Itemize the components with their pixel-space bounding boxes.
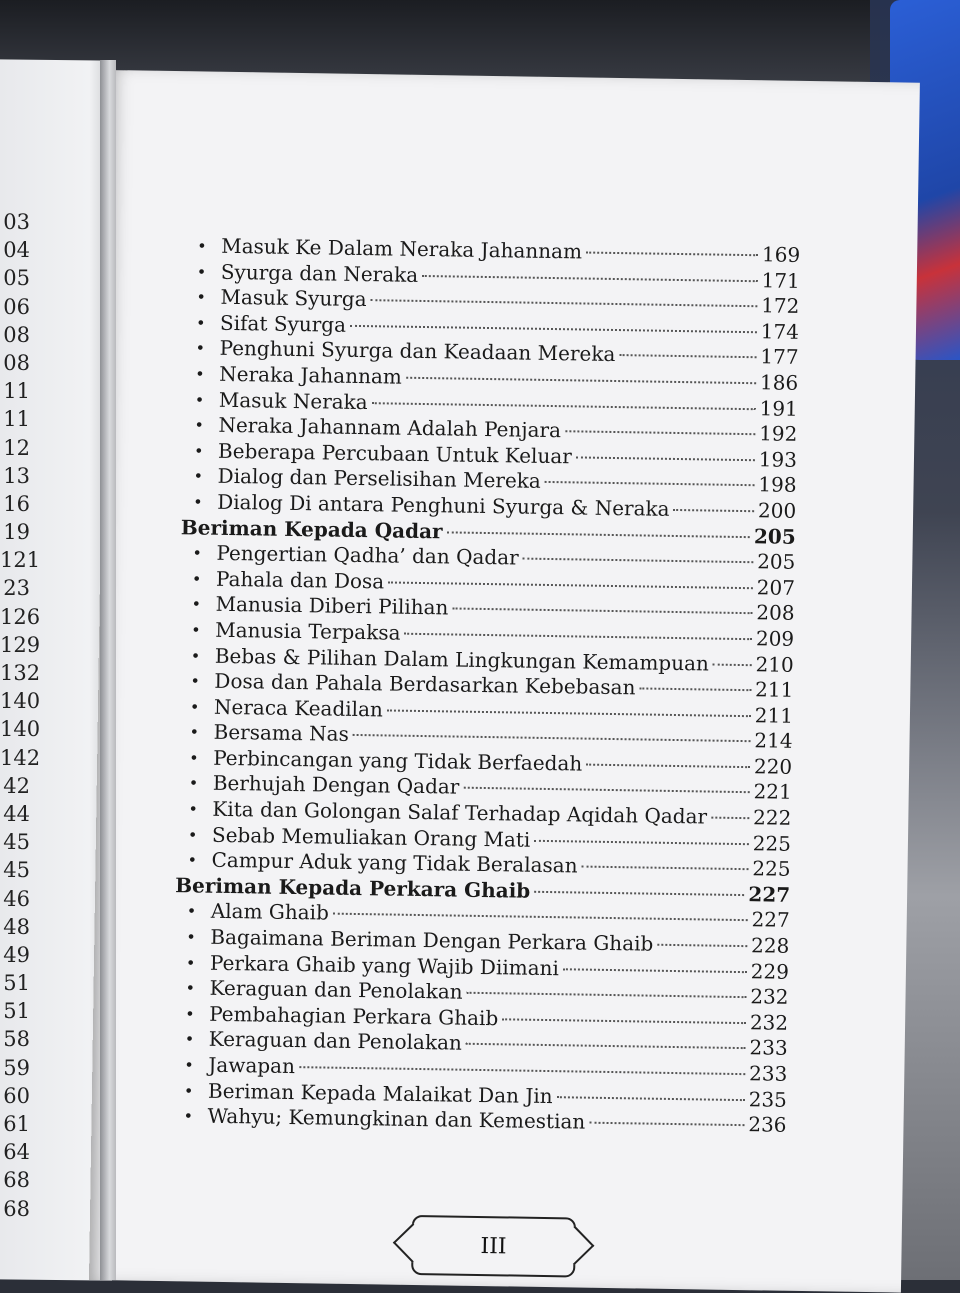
left-page-number: 13 — [3, 463, 30, 488]
dot-leader — [523, 558, 754, 564]
dot-leader — [563, 968, 747, 973]
toc-page-number: 208 — [756, 600, 795, 626]
dot-leader — [467, 992, 747, 998]
toc-label: Sifat Syurga — [219, 310, 347, 337]
left-page-number: 08 — [3, 350, 30, 375]
bullet-icon: • — [196, 262, 207, 282]
left-page-number: 11 — [3, 379, 30, 404]
left-page-number: 132 — [0, 661, 41, 685]
bullet-icon: • — [194, 389, 205, 410]
bullet-icon: • — [189, 748, 199, 768]
left-page-number: 44 — [3, 801, 30, 826]
left-page-number: 03 — [3, 210, 30, 234]
bullet-icon: • — [185, 1004, 195, 1024]
left-page-number: 16 — [3, 491, 30, 516]
dot-leader — [466, 1043, 746, 1049]
toc-page-number: 205 — [753, 523, 796, 549]
toc-page-number: 211 — [754, 702, 794, 728]
toc-page-number: 192 — [758, 421, 798, 447]
toc-label: Masuk Syurga — [220, 284, 367, 312]
toc-label: Dialog dan Perselisihan Mereka — [217, 464, 542, 494]
dot-leader — [333, 913, 748, 922]
left-page-number: 11 — [3, 407, 30, 432]
toc-page-number: 214 — [754, 728, 793, 754]
bullet-icon: • — [197, 236, 207, 256]
left-page-number: 60 — [3, 1083, 30, 1108]
dot-leader — [534, 839, 748, 844]
bullet-icon: • — [195, 313, 206, 333]
toc-label: Syurga dan Neraka — [220, 259, 419, 287]
toc-page-number: 229 — [750, 958, 790, 984]
left-page-number: 121 — [0, 548, 41, 573]
left-page-number: 42 — [3, 773, 30, 798]
toc-label: Beriman Kepada Qadar — [180, 514, 443, 543]
dot-leader — [350, 325, 757, 333]
left-page-number: 64 — [3, 1140, 30, 1165]
toc-label: Dosa dan Pahala Berdasarkan Kebebasan — [214, 668, 636, 700]
toc-page-number: 232 — [749, 1010, 789, 1035]
dot-leader — [404, 633, 751, 640]
bullet-icon: • — [183, 1106, 194, 1126]
left-page-number: 46 — [3, 886, 30, 911]
toc-page-number: 200 — [757, 498, 797, 523]
bullet-icon: • — [195, 338, 206, 358]
left-page-number: 126 — [0, 604, 41, 629]
left-page-number: 49 — [3, 942, 30, 967]
toc-page-number: 233 — [748, 1061, 788, 1086]
dot-leader — [388, 581, 753, 589]
dot-leader — [586, 252, 758, 257]
left-page-number: 45 — [3, 858, 30, 883]
left-page-number: 08 — [3, 322, 30, 347]
toc-label: Beriman Kepada Perkara Ghaib — [175, 873, 531, 903]
toc-page-number: 186 — [759, 370, 799, 395]
toc-page-number: 193 — [758, 447, 798, 472]
bullet-icon: • — [187, 825, 198, 845]
toc-page-number: 235 — [748, 1086, 788, 1112]
bullet-icon: • — [184, 1029, 195, 1049]
toc-label: Penghuni Syurga dan Keadaan Mereka — [219, 336, 616, 367]
bullet-icon: • — [193, 466, 204, 486]
toc-page-number: 225 — [752, 830, 792, 856]
toc-page-number: 227 — [751, 907, 790, 933]
toc-page-number: 210 — [755, 651, 794, 677]
dot-leader — [713, 663, 752, 666]
left-page-number: 48 — [3, 914, 30, 939]
bullet-icon: • — [195, 364, 205, 384]
dot-leader — [565, 430, 755, 435]
dot-leader — [586, 763, 750, 768]
left-page-number: 45 — [3, 830, 30, 855]
toc-label: Perkara Ghaib yang Wajib Diimani — [209, 950, 560, 980]
left-page-number: 129 — [0, 632, 41, 657]
toc-label: Jawapan — [208, 1052, 296, 1079]
bullet-icon: • — [190, 645, 201, 666]
toc-page-number: 198 — [758, 472, 797, 498]
toc-page-number: 174 — [760, 319, 800, 344]
dot-leader — [589, 1122, 744, 1126]
bullet-icon: • — [188, 773, 199, 793]
dot-leader — [371, 299, 758, 307]
table-of-contents — [171, 233, 800, 1138]
bullet-icon: • — [183, 1080, 194, 1101]
dot-leader — [452, 608, 752, 615]
toc-page-number: 172 — [761, 293, 800, 319]
toc-page-number: 233 — [749, 1035, 788, 1061]
left-page-number: 68 — [3, 1168, 30, 1193]
page-number: III — [480, 1233, 507, 1259]
toc-label: Bebas & Pilihan Dalam Lingkungan Kemampuan — [214, 643, 710, 676]
toc-page-number: 225 — [752, 856, 791, 882]
toc-label: Keraguan dan Penolakan — [209, 975, 463, 1004]
left-page-numbers — [0, 208, 41, 1223]
dot-leader — [299, 1066, 745, 1075]
bullet-icon: • — [185, 952, 196, 973]
toc-page-number: 177 — [760, 344, 799, 370]
dot-leader — [639, 688, 751, 692]
dot-leader — [406, 377, 756, 385]
toc-page-number: 228 — [750, 933, 790, 958]
dot-leader — [557, 1096, 745, 1101]
bullet-icon: • — [187, 850, 198, 870]
left-page-number: 68 — [3, 1196, 30, 1221]
left-page-number: 140 — [0, 689, 41, 714]
left-page-number: 06 — [3, 294, 30, 319]
toc-label: Campur Aduk yang Tidak Beralasan — [211, 847, 578, 878]
dot-leader — [387, 709, 751, 717]
toc-page-number: 169 — [761, 242, 801, 267]
bullet-icon: • — [190, 671, 200, 691]
left-page-number: 04 — [3, 238, 30, 263]
left-page-number: 51 — [3, 999, 30, 1024]
dot-leader — [576, 456, 755, 461]
toc-page-number: 236 — [748, 1112, 787, 1137]
bullet-icon: • — [193, 492, 203, 512]
toc-label: Alam Ghaib — [210, 899, 330, 926]
page-number-box — [411, 1215, 576, 1278]
toc-label: Keraguan dan Penolakan — [208, 1027, 463, 1056]
toc-page-number: 221 — [753, 779, 792, 805]
bullet-icon: • — [194, 415, 205, 435]
bullet-icon: • — [191, 569, 202, 589]
toc-label: Neraca Keadilan — [213, 694, 384, 722]
left-page-number: 51 — [3, 971, 30, 996]
toc-page-number: 207 — [756, 574, 796, 600]
toc-page-number: 191 — [759, 395, 798, 421]
dot-leader — [582, 866, 749, 871]
bullet-icon: • — [189, 697, 200, 717]
left-page-number: 61 — [3, 1112, 30, 1136]
toc-page-number: 222 — [752, 805, 792, 830]
left-page-number: 23 — [3, 576, 30, 601]
toc-page-number: 220 — [753, 754, 793, 779]
toc-label: Manusia Diberi Pilihan — [215, 592, 449, 620]
toc-label: Neraka Jahannam — [219, 361, 403, 389]
toc-label: Manusia Terpaksa — [215, 617, 401, 645]
toc-label: Berhujah Dengan Qadar — [212, 771, 460, 800]
toc-label: Pengertian Qadha’ dan Qadar — [216, 540, 519, 570]
toc-label: Bagaimana Beriman Dengan Perkara Ghaib — [210, 924, 654, 956]
dot-leader — [353, 734, 751, 742]
bullet-icon: • — [184, 1055, 194, 1075]
bullet-icon: • — [192, 543, 203, 563]
left-page-number: 12 — [3, 435, 30, 460]
toc-label: Kita dan Golongan Salaf Terhadap Aqidah Qadar — [212, 796, 708, 829]
toc-label: Sebab Memuliakan Orang Mati — [211, 822, 531, 852]
dot-leader — [711, 817, 749, 820]
dot-leader — [422, 275, 757, 282]
toc-label: Bersama Nas — [213, 720, 350, 747]
toc-label: Beriman Kepada Malaikat Dan Jin — [207, 1078, 553, 1108]
bullet-icon: • — [188, 799, 198, 819]
toc-label: Wahyu; Kemungkinan dan Kemestian — [207, 1103, 586, 1134]
toc-label: Beberapa Percubaan Untuk Keluar — [217, 438, 572, 469]
toc-label: Dialog Di antara Penghuni Syurga & Neraka — [217, 489, 670, 521]
bullet-icon: • — [189, 722, 200, 742]
left-page-number: 59 — [3, 1055, 30, 1080]
toc-page-number: 211 — [754, 677, 794, 702]
toc-page-number: 209 — [755, 626, 795, 651]
toc-label: Pahala dan Dosa — [215, 566, 385, 594]
toc-page-number: 227 — [748, 882, 791, 907]
left-page-number: 19 — [3, 520, 30, 545]
left-page-number: 58 — [3, 1027, 30, 1052]
toc-page-number: 205 — [756, 549, 796, 574]
toc-label: Masuk Neraka — [218, 387, 368, 414]
left-page-number: 140 — [0, 717, 41, 742]
dot-leader — [463, 787, 749, 793]
left-page-number: 142 — [0, 745, 41, 770]
book-spine — [100, 60, 116, 1280]
dot-leader — [372, 402, 756, 410]
bullet-icon: • — [191, 620, 201, 640]
toc-label: Neraka Jahannam Adalah Penjara — [218, 412, 562, 443]
bullet-icon: • — [193, 441, 204, 461]
dot-leader — [534, 891, 744, 896]
toc-label: Pembahagian Perkara Ghaib — [209, 1001, 499, 1031]
toc-label: Perbincangan yang Tidak Berfaedah — [213, 745, 583, 776]
bullet-icon: • — [196, 287, 207, 307]
dot-leader — [674, 509, 754, 512]
dot-leader — [545, 481, 755, 486]
toc-page-number: 171 — [761, 267, 800, 293]
bullet-icon: • — [191, 594, 202, 614]
dot-leader — [502, 1018, 746, 1024]
dot-leader — [657, 944, 747, 947]
bullet-icon: • — [186, 927, 196, 947]
toc-page-number: 232 — [750, 984, 789, 1010]
right-page — [89, 70, 920, 1293]
toc-label: Masuk Ke Dalam Neraka Jahannam — [221, 233, 583, 264]
bullet-icon: • — [185, 978, 196, 998]
left-page-number: 05 — [3, 266, 30, 291]
dot-leader — [619, 354, 756, 358]
bullet-icon: • — [186, 901, 197, 921]
dot-leader — [447, 531, 750, 538]
